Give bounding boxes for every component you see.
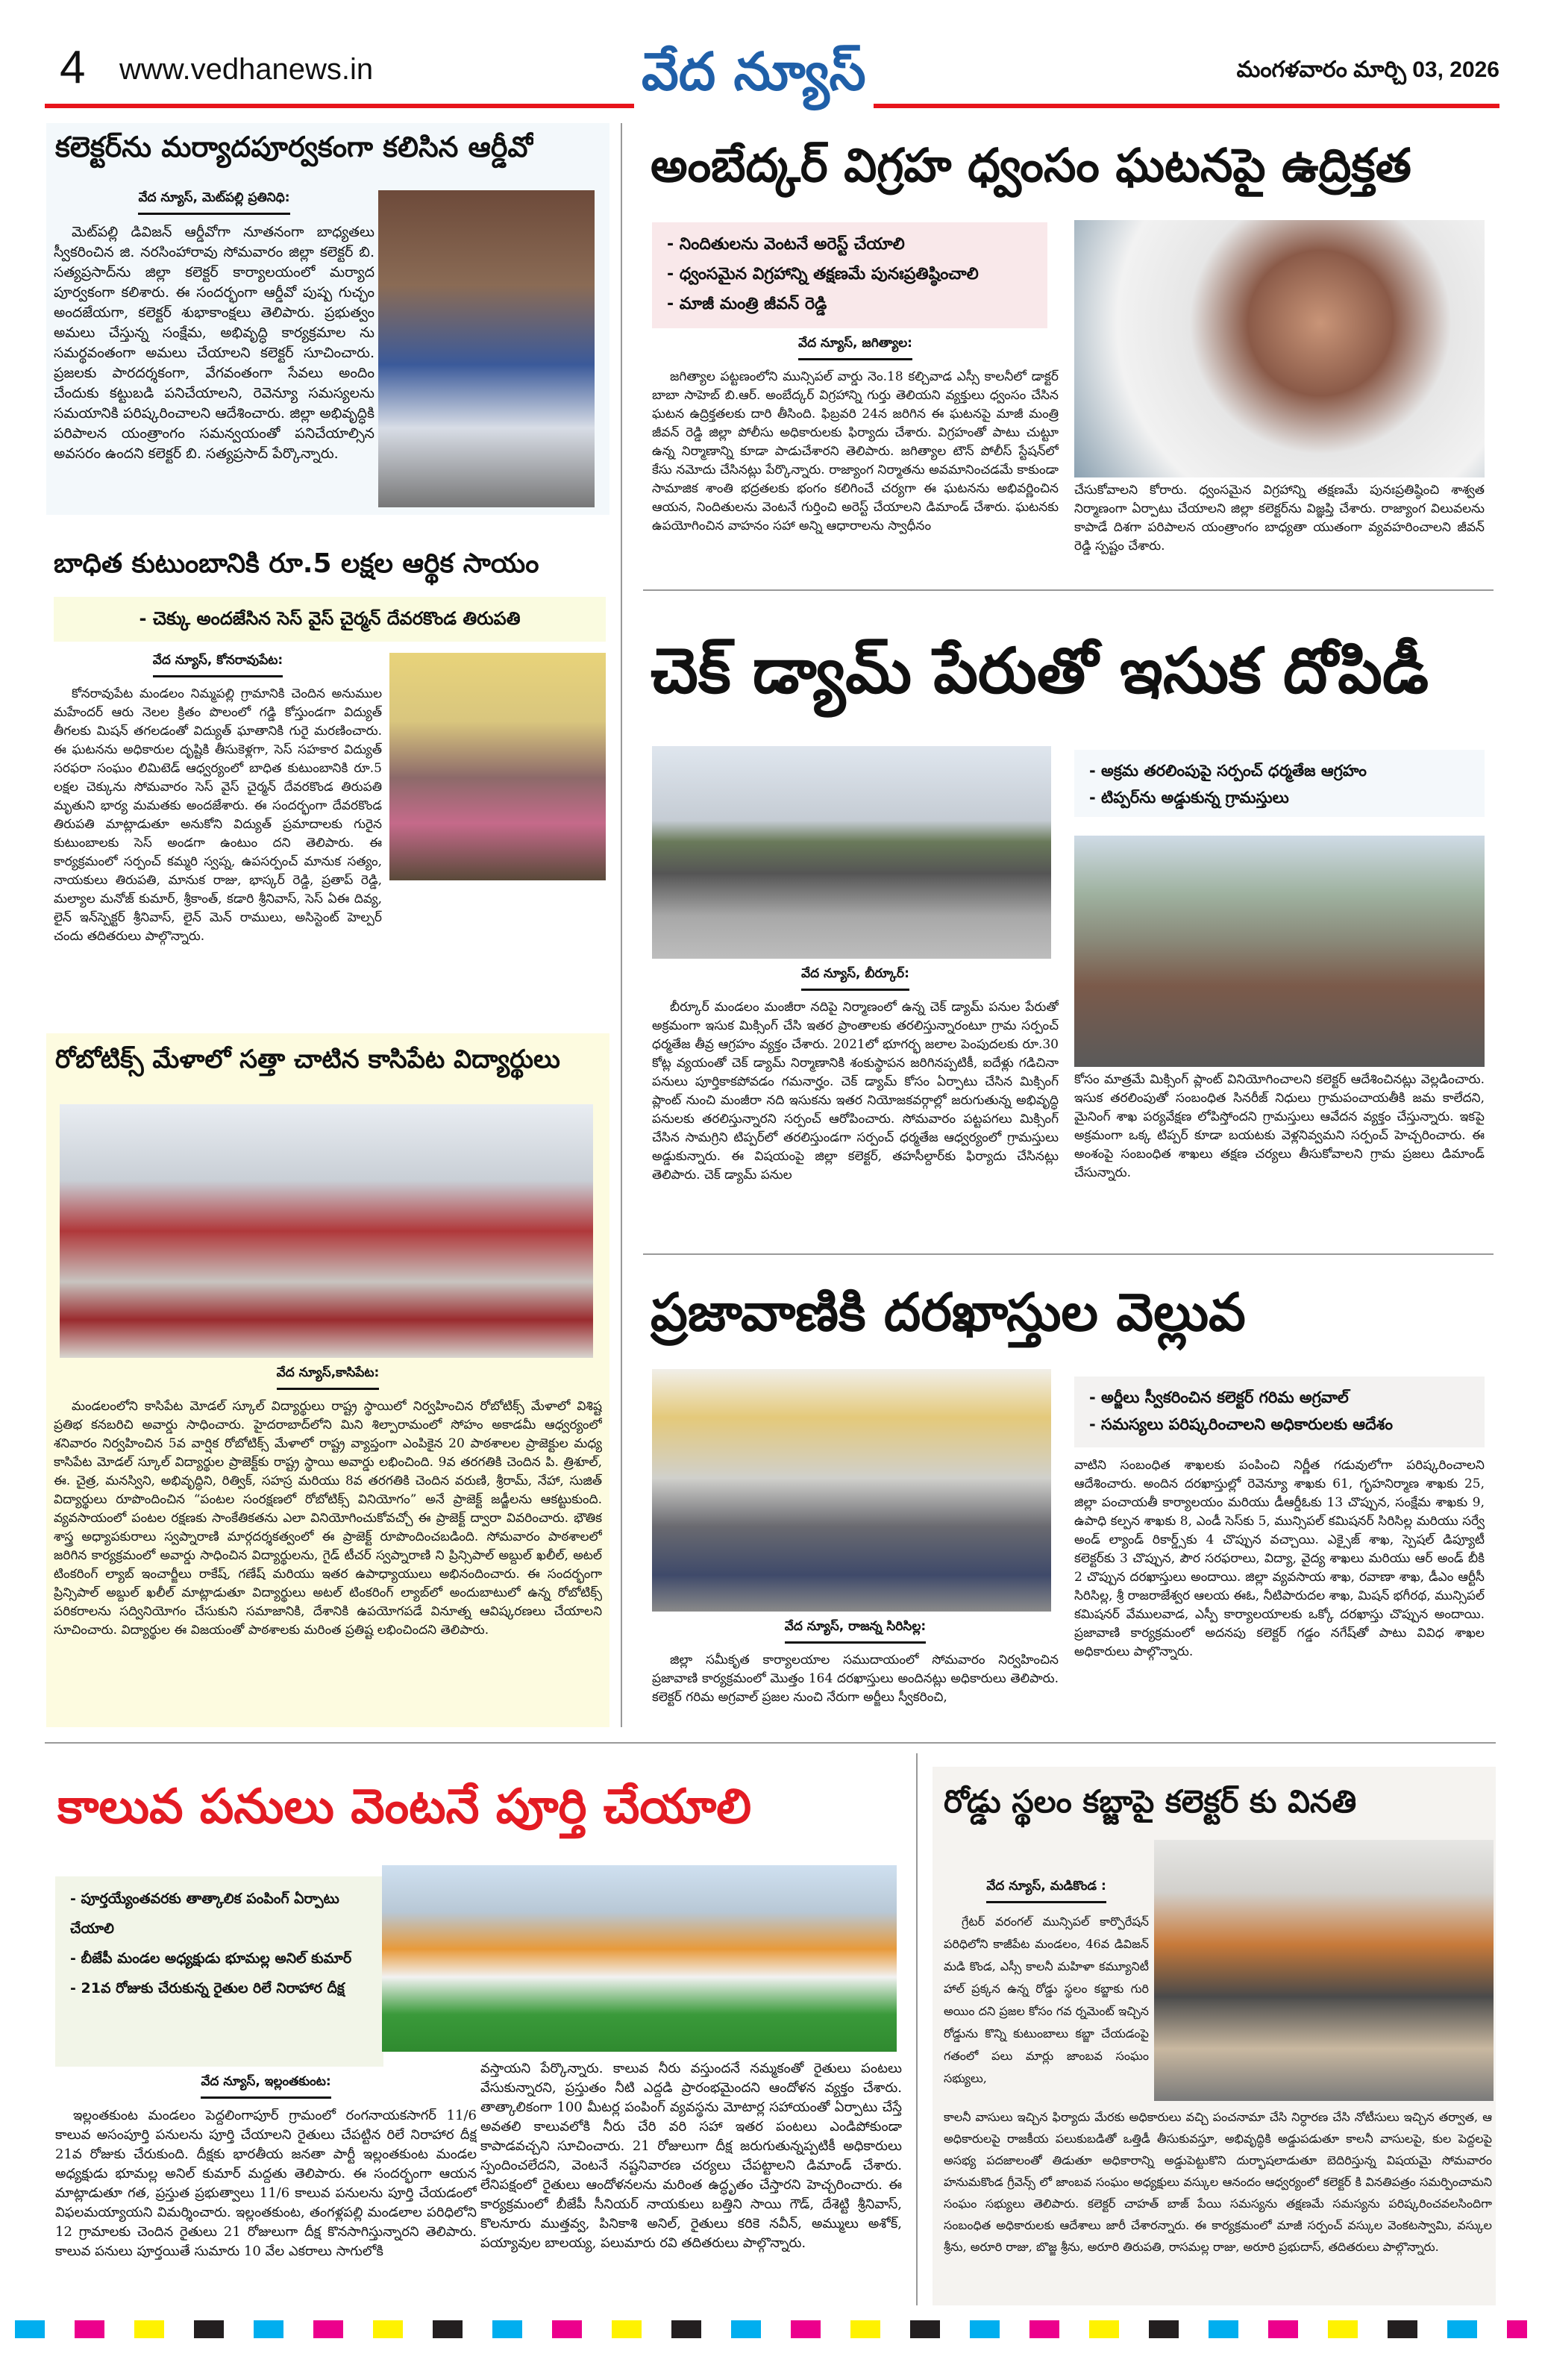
article-body-continued: వస్తాయని పేర్కొన్నారు. కాలువ నీరు వస్తుందనే నమ్మకంతో రైతులు పంటలు వేసుకున్నారని, ప్రస్తుతం నీటి ఎద్దడి ప్రారంభమైందని ఆందోళన వ్యక్తం చేశారు. తాత్కాలికంగా 100 మీటర్ల పంపింగ్ వ్యవస్థను మోటార్ల సహాయంతో ఏర్పాటు చేస్తే అవతలి కాలువలోకి నీరు చేరి వరి సహా ఇతర పంటలు ఎండిపోకుండా కాపాడవచ్చని సూచించారు. 21 రోజులుగా దీక్ష జరుగుతున్నప్పటికీ అధికారులు స్పందించలేదని, వెంటనే నష్టనివారణ చర్యలు చేపట్టాలని డిమాండ్ చేశారు. లేనిపక్షంలో రైతులు ఆందోళనలను మరింత ఉద్ధృతం చేస్తారని హెచ్చరించారు. ఈ కార్యక్రమంలో బీజేపీ సీనియర్ నాయకులు బత్తిని సాయి గౌడ్, దేశెట్టి శ్రీనివాస్, కొలనూరు ముత్తవ్వ, పినికాశి అనిల్, రైతులు కరికె నవీన్, అమ్ములు అశోక్, పయ్యావుల బాలయ్య, పలుమారు రవి తదితరులు పాల్గొన్నారు. bbox=[480, 2061, 902, 2251]
page-number: 4 bbox=[60, 42, 86, 93]
bullet-item: - ధ్వంసమైన విగ్రహాన్ని తక్షణమే పునఃప్రతిష్ఠించాలి bbox=[667, 265, 979, 284]
photo-collector-petition bbox=[1154, 1840, 1494, 2101]
bullet-box bbox=[652, 222, 1047, 328]
bullet-item: - టిప్పర్‌ను అడ్డుకున్న గ్రామస్తులు bbox=[1089, 789, 1289, 807]
article-body: మెట్‌పల్లి డివిజన్ ఆర్డీవోగా నూతనంగా బాధ్యతలు స్వీకరించిన జి. నరసింహారావు సోమవారం జిల్లా కలెక్టర్ బి. సత్యప్రసాద్‌ను జిల్లా కలెక్టర్ కార్యాలయంలో మర్యాద పూర్వకంగా కలిశారు. ఈ సందర్భంగా ఆర్డీవో పుష్ప గుచ్ఛం అందజేయగా, కలెక్టర్ శుభాకాంక్షలు తెలిపారు. ప్రభుత్వం అమలు చేస్తున్న సంక్షేమ, అభివృద్ధి కార్యక్రమాల ను సమర్థవంతంగా అమలు చేయాలని కలెక్టర్ సూచించారు. ప్రజలకు పారదర్శకంగా, వేగవంతంగా సేవలు అందిం చేందుకు కట్టుబడి పనిచేయాలని, రెవెన్యూ సమస్యలను సమయానికి పరిష్కరించాలని ఆదేశించారు. జిల్లా అభివృద్ధికి పరిపాలన యంత్రాంగం సమన్వయంతో పనిచేయాల్సిన అవసరం ఉందని కలెక్టర్ బి. సత్యప్రసాద్ పేర్కొన్నారు. bbox=[54, 224, 374, 462]
headline: చెక్ డ్యామ్ పేరుతో ఇసుక దోపిడీ bbox=[651, 634, 1429, 707]
photo-jeevan-reddy bbox=[1074, 220, 1485, 477]
photo-collector-meeting bbox=[378, 190, 595, 507]
article-checkdam bbox=[643, 597, 1494, 1246]
bullet-item: - పూర్తయ్యేంతవరకు తాత్కాలిక పంపింగ్ ఏర్పాటు చేయాలి bbox=[70, 1891, 339, 1937]
article-body-continued: వాటిని సంబంధిత శాఖలకు పంపించి నిర్ణీత గడువులోగా పరిష్కరించాలని ఆదేశించారు. అందిన దరఖాస్తుల్లో రెవెన్యూ శాఖకు 61, గృహనిర్మాణ శాఖకు 25, జిల్లా పంచాయతీ కార్యాలయం మరియు డీఆర్డీఓకు 13 చొప్పున, సంక్షేమ శాఖకు 9, ఉపాధి కల్పన శాఖకు 8, ఎండీ సెస్‌కు 5, మున్సిపల్ కమిషనర్ సిరిసిల్ల మరియు సర్వే అండ్ ల్యాండ్ రికార్డ్స్‌కు 4 చొప్పున వచ్చాయి. ఎక్సైజ్ శాఖ, స్పెషల్ డిప్యూటీ కలెక్టర్‌కు 3 చొప్పున, పౌర సరఫరాలు, విద్యా, వైద్య శాఖలు మరియు ఆర్ అండ్ బీకి 2 చొప్పున దరఖాస్తులు అందాయి. జిల్లా వ్యవసాయ శాఖ, రవాణా శాఖ, డీఎం ఆర్టీసీ సిరిసిల్ల, శ్రీ రాజరాజేశ్వర ఆలయ ఈఓ, నీటిపారుదల శాఖ, మిషన్ భగీరథ, మున్సిపల్ కమిషనర్ వేములవాడ, ఎస్పీ కార్యాలయాలకు ఒక్కో దరఖాస్తు చొప్పున అందాయి. ప్రజావాణి కార్యక్రమంలో అదనపు కలెక్టర్ గడ్డం నగేష్‌తో పాటు వివిధ శాఖల అధికారులు పాల్గొన్నారు. bbox=[1074, 1458, 1485, 1659]
article-body: గ్రేటర్ వరంగల్ మున్సిపల్ కార్పొరేషన్ పరిధిలోని కాజీపేట మండలం, 46వ డివిజన్ మడి కొండ, ఎస్సీ కాలనీ మహిళా కమ్యూనిటీ హాల్ ప్రక్కన ఉన్న రోడ్డు స్థలం కబ్జాకు గురి అయిం దని ప్రజల కోసం గవ ర్నమెంట్ ఇచ్చిన రోడ్డును కొన్ని కుటుంబాలు కబ్జా చేయడంపై గతంలో పలు మార్లు జాంబవ సంఘం సభ్యులు, bbox=[944, 1914, 1149, 2085]
section-divider bbox=[643, 1253, 1494, 1255]
subhead: - చెక్కు అందజేసిన సెస్ వైస్ చైర్మన్ దేవరకొండ తిరుపతి bbox=[54, 597, 606, 642]
article-body: బీర్కూర్ మండలం మంజీరా నదిపై నిర్మాణంలో ఉన్న చెక్ డ్యామ్ పనుల పేరుతో అక్రమంగా ఇసుక మిక్సింగ్ చేసి ఇతర ప్రాంతాలకు తరలిస్తున్నారంటూ గ్రామ సర్పంచ్ ధర్మతేజ తీవ్ర ఆగ్రహం వ్యక్తం చేశారు. 2021లో భూగర్భ జలాల పెంపుదలకు రూ.30 కోట్ల వ్యయంతో చెక్ డ్యామ్ నిర్మాణానికి శంకుస్థాపన జరిగినప్పటికీ, ఐదేళ్లు గడిచినా పనులు పూర్తికాకపోవడం గమనార్హం. చెక్ డ్యామ్ కోసం ఏర్పాటు చేసిన మిక్సింగ్ ప్లాంట్ నుంచి మంజీరా నది ఇసుకను ఇతర నియోజకవర్గాల్లో జరుగుతున్న అభివృద్ధి పనులకు తరలిస్తున్నారని సర్పంచ్ ఆరోపించారు. సోమవారం పట్టపగలు మిక్సింగ్ చేసిన సామగ్రిని టిప్పర్‌లో తరలిస్తుండగా సర్పంచ్ ధర్మతేజ ఆధ్వర్యంలో గ్రామస్తులు అడ్డుకున్నారు. ఈ విషయంపై జిల్లా కలెక్టర్, తహసీల్దార్‌కు ఫిర్యాదు చేసినట్లు తెలిపారు. చెక్ డ్యామ్ పనుల bbox=[652, 1000, 1059, 1183]
dateline: వేద న్యూస్, మెట్‌పల్లి ప్రతినిధి: bbox=[138, 190, 289, 215]
article-rdo bbox=[46, 123, 609, 515]
bullet-item: - మాజీ మంత్రి జీవన్ రెడ్డి bbox=[667, 295, 827, 313]
column-divider bbox=[916, 1753, 918, 2305]
photo-prajavani-hall bbox=[652, 1369, 1051, 1612]
section-divider bbox=[643, 589, 1494, 591]
article-robotics bbox=[46, 1033, 609, 1727]
bullet-item: - బీజేపీ మండల అధ్యక్షుడు భూమల్ల అనిల్ కుమార్ bbox=[70, 1950, 352, 1967]
dateline: వేద న్యూస్, రాజన్న సిరిసిల్ల: bbox=[785, 1619, 926, 1644]
photo-students-award bbox=[60, 1104, 593, 1358]
headline: అంబేద్కర్ విగ్రహ ధ్వంసం ఘటనపై ఉద్రిక్తత bbox=[651, 138, 1411, 192]
dateline: వేద న్యూస్, బీర్కూర్: bbox=[801, 966, 909, 991]
article-body-continued: చేసుకోవాలని కోరారు. ధ్వంసమైన విగ్రహాన్ని తక్షణమే పునఃప్రతిష్ఠించి శాశ్వత నిర్మాణంగా ఏర్పాటు చేయాలని జిల్లా కలెక్టర్‌ను విజ్ఞప్తి చేశారు. రాజ్యాంగ విలువలను కాపాడే దిశగా పరిపాలన యంత్రాంగం బాధ్యతా యుతంగా వ్యవహరించాలని జీవన్ రెడ్డి స్పష్టం చేశారు. bbox=[1074, 483, 1485, 554]
article-body-continued: కాలనీ వాసులు ఇచ్చిన ఫిర్యాదు మేరకు అధికారులు వచ్చి పంచనామా చేసి నిర్ధారణ చేసి నోటీసులు ఇచ్చిన తర్వాత, ఆ అధికారులపై రాజకీయ పలుకుబడితో ఒత్తిడీ తీసుకువస్తూ, అభివృద్ధికి అడ్డుపడుతూ కాలనీ వాసులపై, కుల పెద్దలపై అసభ్య పదజాలంతో తిడుతూ అధికారాన్ని అడ్డుపెట్టుకొని దుర్భాషలాడుతూ బెదిరిస్తున్న విషయమై సోమవారం హనుమకొండ గ్రీవెన్స్ లో జాంబవ సంఘం అధ్యక్షులు వస్కుల ఆనందం ఆధ్వర్యంలో కలెక్టర్ కి వినతిపత్రం సమర్పించామని సంఘం సభ్యులు తెలిపారు. కలెక్టర్ చాహత్ బాజ్ పేయి సమస్యను తక్షణమే సమస్యను పరిష్కరించవలసిందిగా సంబంధిత అధికారులకు ఆదేశాలు జారీ చేశారన్నారు. ఈ కార్యక్రమంలో మాజీ సర్పంచ్ వస్కుల వెంకటస్వామి, వస్కుల శ్రీను, అరూరి రాజు, బొజ్జ శ్రీను, అరూరి తిరుపతి, రాసమల్ల రాజు, అరూరి ప్రభుదాస్, తదితరులు పాల్గొన్నారు. bbox=[944, 2110, 1492, 2254]
masthead-logo: వేద న్యూస్ bbox=[634, 41, 874, 115]
article-body: ఇల్లంతకుంట మండలం పెద్దలింగాపూర్ గ్రామంలో రంగనాయకసాగర్ 11/6 కాలువ అసంపూర్తి పనులను పూర్తి చేయాలని రైతులు చేపట్టిన రిలే నిరాహార దీక్ష 21వ రోజుకు చేరుకుంది. దీక్షకు భారతీయ జనతా పార్టీ ఇల్లంతకుంట మండల అధ్యక్షుడు భూమల్ల అనిల్ కుమార్ మద్దతు తెలిపారు. ఈ సందర్భంగా ఆయన మాట్లాడుతూ గత, ప్రస్తుత ప్రభుత్వాలు 11/6 కాలువ పనులను పూర్తి చేయడంలో విఫలమయ్యాయని విమర్శించారు. ఇల్లంతకుంట, తంగళ్లపల్లి మండలాల పరిధిలోని 12 గ్రామాలకు చెందిన రైతులు 21 రోజులుగా దీక్ష కొనసాగిస్తున్నారని తెలిపారు. కాలువ పనులు పూర్తయితే సుమారు 10 వేల ఎకరాలు సాగులోకి bbox=[55, 2108, 477, 2259]
photo-cheque-handover bbox=[389, 653, 606, 880]
article-body: జగిత్యాల పట్టణంలోని మున్సిపల్ వార్డు నెం.18 కల్చివాడ ఎస్సీ కాలనీలో డాక్టర్ బాబా సాహెబ్ బి.ఆర్. అంబేద్కర్ విగ్రహాన్ని గుర్తు తెలియని వ్యక్తులు ధ్వంసం చేసిన ఘటన ఉద్రిక్తతలకు దారి తీసింది. ఫిబ్రవరి 24న జరిగిన ఈ ఘటనపై మాజీ మంత్రి జీవన్ రెడ్డి జిల్లా పోలీసు అధికారులకు ఫిర్యాదు చేశారు. విగ్రహంతో పాటు చుట్టూ ఉన్న నిర్మాణాన్ని కూడా పాడుచేశారని తెలిపారు. జగిత్యాల టౌన్ పోలీస్ స్టేషన్‌లో కేసు నమోదు చేసినట్లు పేర్కొన్నారు. రాజ్యాంగ నిర్మాతను అవమానించడమే కాకుండా సామాజిక శాంతి భద్రతలకు భంగం కలిగించే చర్యగా ఈ ఘటనను అభివర్ణించిన ఆయన, నిందితులను వెంటనే గుర్తించి అరెస్ట్ చేయాలని డిమాండ్ చేశారు. ఘటనకు ఉపయోగించిన వాహనం సహా అన్ని ఆధారాలను స్వాధీనం bbox=[652, 369, 1059, 533]
dateline: వేద న్యూస్, మడికొండ : bbox=[986, 1879, 1106, 1903]
bullet-item: - అక్రమ తరలింపుపై సర్పంచ్ ధర్మతేజ ఆగ్రహం bbox=[1089, 762, 1367, 780]
column-divider bbox=[621, 123, 622, 1727]
bullet-item: - 21వ రోజుకు చేరుకున్న రైతుల రిలే నిరాహార దీక్ష bbox=[70, 1980, 345, 1997]
headline: రోడ్డు స్థలం కబ్జాపై కలెక్టర్ కు వినతి bbox=[944, 1783, 1357, 1820]
headline: కలెక్టర్‌ను మర్యాదపూర్వకంగా కలిసిన ఆర్డీవో bbox=[55, 131, 533, 163]
article-body: మండలంలోని కాసిపేట మోడల్ స్కూల్ విద్యార్థులు రాష్ట్ర స్థాయిలో నిర్వహించిన రోబోటిక్స్ మేళాలో విశిష్ట ప్రతిభ కనబరిచి అవార్డు సాధించారు. హైదరాబాద్‌లోని మిని శిల్పారామంలో సోహం అకాడమీ ఆధ్వర్యంలో శనివారం నిర్వహించిన 5వ వార్షిక రోబోటిక్స్ మేళాలో రాష్ట్ర వ్యాప్తంగా ఎంపికైన 20 పాఠశాలల ప్రాజెక్టుల మధ్య కాసిపేట మోడల్ స్కూల్ విద్యార్థుల ప్రాజెక్ట్‌కు రాష్ట్ర స్థాయి అవార్డు లభించింది. 9వ తరగతికి చెందిన పి. త్రిశూల్, ఈ. చైత్ర, మనస్విని, అభివృద్ధిని, రిత్విక్, సహస్ర మరియు 8వ తరగతికి చెందిన వరుణి, శ్రీరామ్, నేహా, సుజిత్ విద్యార్థులు రూపొందించిన “పంటల సంరక్షణలో రోబోటిక్స్ వినియోగం” అనే ప్రాజెక్ట్ జడ్జీలను ఆకట్టుకుంది. వ్యవసాయంలో పంటల రక్షణకు సాంకేతికతను ఎలా వినియోగించుకోవచ్చో ఈ ప్రాజెక్ట్ ద్వారా వివరించారు. భౌతిక శాస్త్ర అధ్యాపకురాలు స్వప్నారాణి మార్గదర్శకత్వంలో ఈ ప్రాజెక్ట్ రూపొందించబడింది. సోమవారం పాఠశాలలో జరిగిన కార్యక్రమంలో అవార్డు సాధించిన విద్యార్థులను, గైడ్ టీచర్ స్వప్నారాణి ని ప్రిన్సిపాల్ అబ్దుల్ ఖలీల్, అటల్ టింకరింగ్ ల్యాబ్ ఇంచార్జీలు రాకేష్, గణేష్ మరియు ఇతర ఉపాధ్యాయులు అభినందించారు. ఈ సందర్భంగా ప్రిన్సిపాల్ అబ్దుల్ ఖలీల్ మాట్లాడుతూ విద్యార్థులు అటల్ టింకరింగ్ ల్యాబ్‌లో అందుబాటులో ఉన్న రోబోటిక్స్ పరికరాలను సద్వినియోగం చేసుకుని సమాజానికి, దేశానికి ఉపయోగపడే వినూత్న ఆవిష్కరణలు చేయాలని సూచించారు. విద్యార్థుల ఈ విజయంతో పాఠశాలకు మరింత ప్రతిష్ట లభించిందని తెలిపారు. bbox=[54, 1399, 602, 1638]
dateline: వేద న్యూస్, జగిత్యాల: bbox=[798, 336, 912, 360]
headline: రోబోటిక్స్ మేళాలో సత్తా చాటిన కాసిపేట విద్యార్థులు bbox=[55, 1045, 560, 1074]
dateline: వేద న్యూస్, ఇల్లంతకుంట: bbox=[201, 2074, 330, 2099]
issue-date: మంగళవారం మార్చి 03, 2026 bbox=[1236, 57, 1499, 82]
dateline: వేద న్యూస్, కోనరావుపేట: bbox=[153, 653, 283, 677]
bullet-item: - అర్జీలు స్వీకరించిన కలెక్టర్ గరిమ అగ్రవాల్ bbox=[1089, 1388, 1349, 1406]
article-body-continued: కోసం మాత్రమే మిక్సింగ్ ప్లాంట్ వినియోగించాలని కలెక్టర్ ఆదేశించినట్లు వెల్లడించారు. ఇసుక తరలింపుతో సంబంధిత సినరీజ్ నిధులు గ్రామపంచాయతీకి జమ కాలేదని, మైనింగ్ శాఖ పర్యవేక్షణ లోపిస్తోందని గ్రామస్తులు ఆవేదన వ్యక్తం చేస్తున్నారు. ఇకపై అక్రమంగా ఒక్క టిప్పర్ కూడా బయటకు వెళ్లనివ్వమని సర్పంచ్ హెచ్చరించారు. ఈ అంశంపై సంబంధిత శాఖలు తక్షణ చర్యలు తీసుకోవాలని గ్రామ ప్రజలు డిమాండ్ చేసున్నారు. bbox=[1074, 1072, 1485, 1180]
photo-farmers-protest bbox=[382, 1865, 897, 2052]
article-ambedkar bbox=[643, 127, 1494, 574]
bullet-box bbox=[1074, 750, 1485, 817]
article-road bbox=[933, 1767, 1496, 2305]
article-aid bbox=[46, 541, 609, 989]
article-body: జిల్లా సమీకృత కార్యాలయాల సముదాయంలో సోమవారం నిర్వహించిన ప్రజావాణి కార్యక్రమంలో మొత్తం 164 దరఖాస్తులు అందినట్లు అధికారులు తెలిపారు. కలెక్టర్ గరిమ అగ్రవాల్ ప్రజల నుంచి నేరుగా అర్జీలు స్వీకరించి, bbox=[652, 1653, 1059, 1705]
headline: ప్రజావాణికి దరఖాస్తుల వెల్లువ bbox=[651, 1282, 1246, 1343]
headline: కాలువ పనులు వెంటనే పూర్తి చేయాలి bbox=[57, 1779, 752, 1835]
article-prajavani bbox=[643, 1261, 1494, 1723]
bullet-item: - నిందితులను వెంటనే అరెస్ట్ చేయాలి bbox=[667, 235, 905, 254]
article-body: కోనరావుపేట మండలం నిమ్మపల్లి గ్రామానికి చెందిన అనుముల మహేందర్ ఆరు నెలల క్రితం పొలంలో గడ్డి కోస్తుండగా విద్యుత్ తీగలకు మిషన్ తగలడంతో విద్యుత్ ఘాతానికి గురై మరణించారు. ఈ ఘటనను అధికారుల దృష్టికి తీసుకెళ్లగా, సెస్ సహకార విద్యుత్ సరఫరా సంఘం లిమిటెడ్ ఆధ్వర్యంలో బాధిత కుటుంబానికి రూ.5 లక్షల చెక్కును సోమవారం సెస్ వైస్ చైర్మన్ దేవరకొండ తిరుపతి మృతుని భార్య మమతకు అందజేశారు. ఈ సందర్భంగా దేవరకొండ తిరుపతి మాట్లాడుతూ అనుకోని విద్యుత్ ప్రమాదాలకు గురైన కుటుంబాలకు సెస్ అండగా ఉంటుం దని తెలిపారు. ఈ కార్యక్రమంలో సర్పంచ్ కమ్మరి స్వప్న, ఉపసర్పంచ్ మానుక సత్యం, నాయకులు తిరుపతి, మానుక రాజు, భాస్కర్ రెడ్డి, ప్రతాప్ రెడ్డి, మల్యాల మనోజ్ కుమార్, శ్రీకాంత్, కడారి శ్రీనివాస్, సెస్ ఏఈ దివ్య, లైన్ ఇన్‌స్పెక్టర్ శ్రీనివాస్, లైన్ మెన్ రాములు, అసిస్టెంట్ హెల్పర్ చందు తదితరులు పాల్గొన్నారు. bbox=[54, 686, 382, 944]
print-color-bar bbox=[15, 2320, 1527, 2338]
headline: బాధిత కుటుంబానికి రూ.5 లక్షల ఆర్థిక సాయం bbox=[54, 548, 539, 579]
article-canal bbox=[46, 1753, 904, 2305]
website-url: www.vedhanews.in bbox=[119, 53, 374, 86]
photo-tipper-truck bbox=[1074, 836, 1485, 1067]
bullet-item: - సమస్యలు పరిష్కరించాలని అధికారులకు ఆదేశం bbox=[1089, 1415, 1394, 1433]
page-header bbox=[45, 41, 1499, 112]
bullet-box bbox=[1074, 1377, 1485, 1447]
bullet-box bbox=[55, 1876, 383, 2067]
section-divider bbox=[45, 1742, 1496, 1744]
photo-villagers-road bbox=[652, 746, 1051, 959]
dateline: వేద న్యూస్,కాసిపేట: bbox=[277, 1365, 380, 1390]
